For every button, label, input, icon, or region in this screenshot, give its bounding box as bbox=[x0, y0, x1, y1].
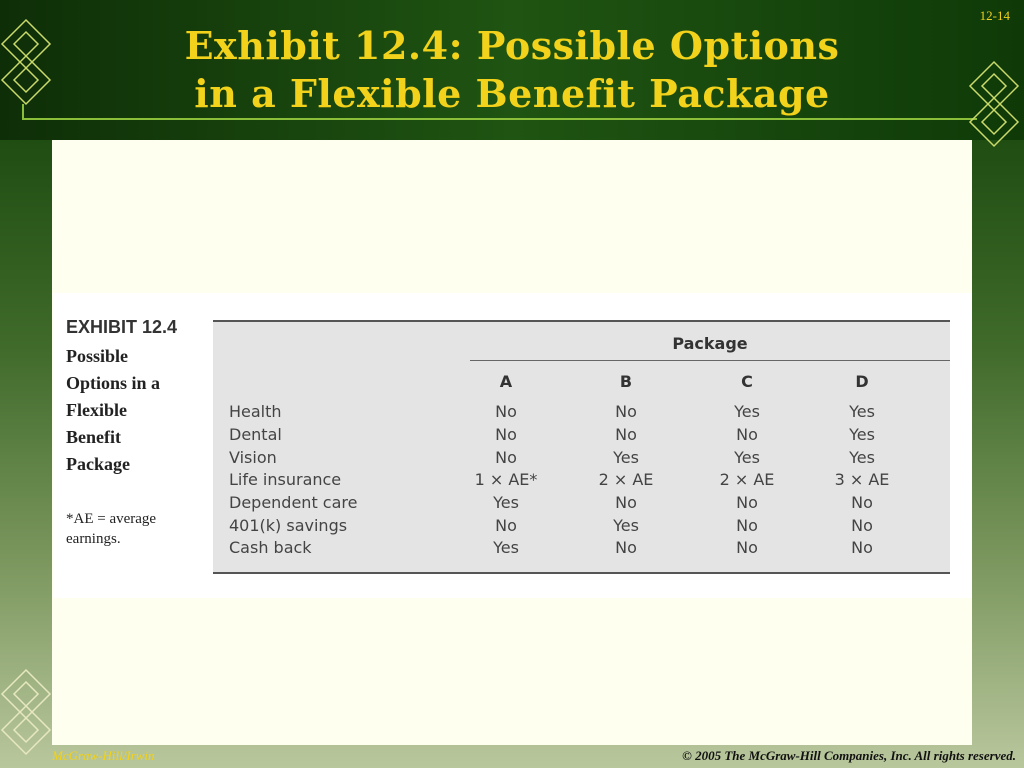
exhibit-footnote bbox=[66, 509, 206, 549]
table-row bbox=[213, 470, 950, 492]
table-cell: Yes bbox=[734, 448, 760, 467]
table-cell: Yes bbox=[613, 516, 639, 535]
title-line-1: Exhibit 12.4: Possible Options bbox=[184, 23, 840, 68]
column-header-d: D bbox=[855, 372, 869, 391]
table-cell: No bbox=[736, 538, 758, 557]
package-rule bbox=[470, 360, 950, 361]
table-cell: Yes bbox=[613, 448, 639, 467]
caption-line: Possible bbox=[66, 346, 129, 366]
table-cell: Yes bbox=[493, 493, 519, 512]
table-cell: No bbox=[495, 402, 517, 421]
table-cell: No bbox=[851, 493, 873, 512]
table-row bbox=[213, 425, 950, 447]
table-cell: No bbox=[495, 425, 517, 444]
column-header-c: C bbox=[741, 372, 753, 391]
table-cell: Yes bbox=[849, 448, 875, 467]
exhibit-heading: EXHIBIT 12.4 bbox=[66, 317, 178, 337]
table-cell: No bbox=[736, 493, 758, 512]
table-cell: Yes bbox=[849, 402, 875, 421]
table-cell: No bbox=[615, 493, 637, 512]
row-label: Vision bbox=[229, 448, 277, 467]
column-header-b: B bbox=[619, 372, 633, 391]
table-cell: No bbox=[495, 448, 517, 467]
footer-copyright: © 2005 The McGraw-Hill Companies, Inc. All rights reserved. bbox=[682, 748, 1016, 763]
row-label: Dental bbox=[229, 425, 282, 444]
exhibit-caption bbox=[66, 343, 206, 478]
row-label: Life insurance bbox=[229, 470, 342, 489]
title-line-2: in a Flexible Benefit Package bbox=[194, 71, 830, 116]
table-cell: Yes bbox=[734, 402, 760, 421]
table-cell: No bbox=[736, 425, 758, 444]
row-label: Dependent care bbox=[229, 493, 358, 512]
caption-line: Benefit bbox=[66, 427, 121, 447]
caption-line: Options in a bbox=[66, 373, 161, 393]
table-cell: 3 × AE bbox=[834, 470, 890, 489]
diamond-ornament-icon bbox=[0, 18, 52, 108]
table-cell: No bbox=[615, 402, 637, 421]
table-cell: 2 × AE bbox=[598, 470, 654, 489]
column-header-a: A bbox=[499, 372, 513, 391]
row-label: 401(k) savings bbox=[229, 516, 348, 535]
caption-line: Flexible bbox=[66, 400, 127, 420]
title-rule bbox=[22, 104, 977, 120]
row-label: Health bbox=[229, 402, 282, 421]
footer-publisher: McGraw-Hill/Irwin bbox=[52, 748, 155, 763]
table-row bbox=[213, 516, 950, 538]
package-group-label: Package bbox=[672, 334, 748, 353]
table-cell: 1 × AE* bbox=[474, 470, 538, 489]
diamond-ornament-icon bbox=[968, 60, 1020, 150]
table-cell: No bbox=[495, 516, 517, 535]
diamond-ornament-icon bbox=[0, 668, 52, 758]
slide-number: 12-14 bbox=[979, 8, 1010, 23]
note-line: earnings. bbox=[66, 531, 121, 547]
table-cell: No bbox=[615, 538, 637, 557]
table-cell: No bbox=[736, 516, 758, 535]
caption-line: Package bbox=[66, 454, 130, 474]
options-table bbox=[213, 320, 950, 574]
table-row bbox=[213, 538, 950, 560]
table-cell: No bbox=[851, 538, 873, 557]
row-label: Cash back bbox=[229, 538, 312, 557]
note-line: *AE = average bbox=[66, 511, 157, 527]
table-cell: 2 × AE bbox=[719, 470, 775, 489]
table-cell: No bbox=[615, 425, 637, 444]
table-cell: Yes bbox=[849, 425, 875, 444]
table-row bbox=[213, 448, 950, 470]
table-cell: Yes bbox=[493, 538, 519, 557]
table-cell: No bbox=[851, 516, 873, 535]
table-row bbox=[213, 402, 950, 424]
exhibit-card bbox=[53, 293, 972, 598]
table-row bbox=[213, 493, 950, 515]
